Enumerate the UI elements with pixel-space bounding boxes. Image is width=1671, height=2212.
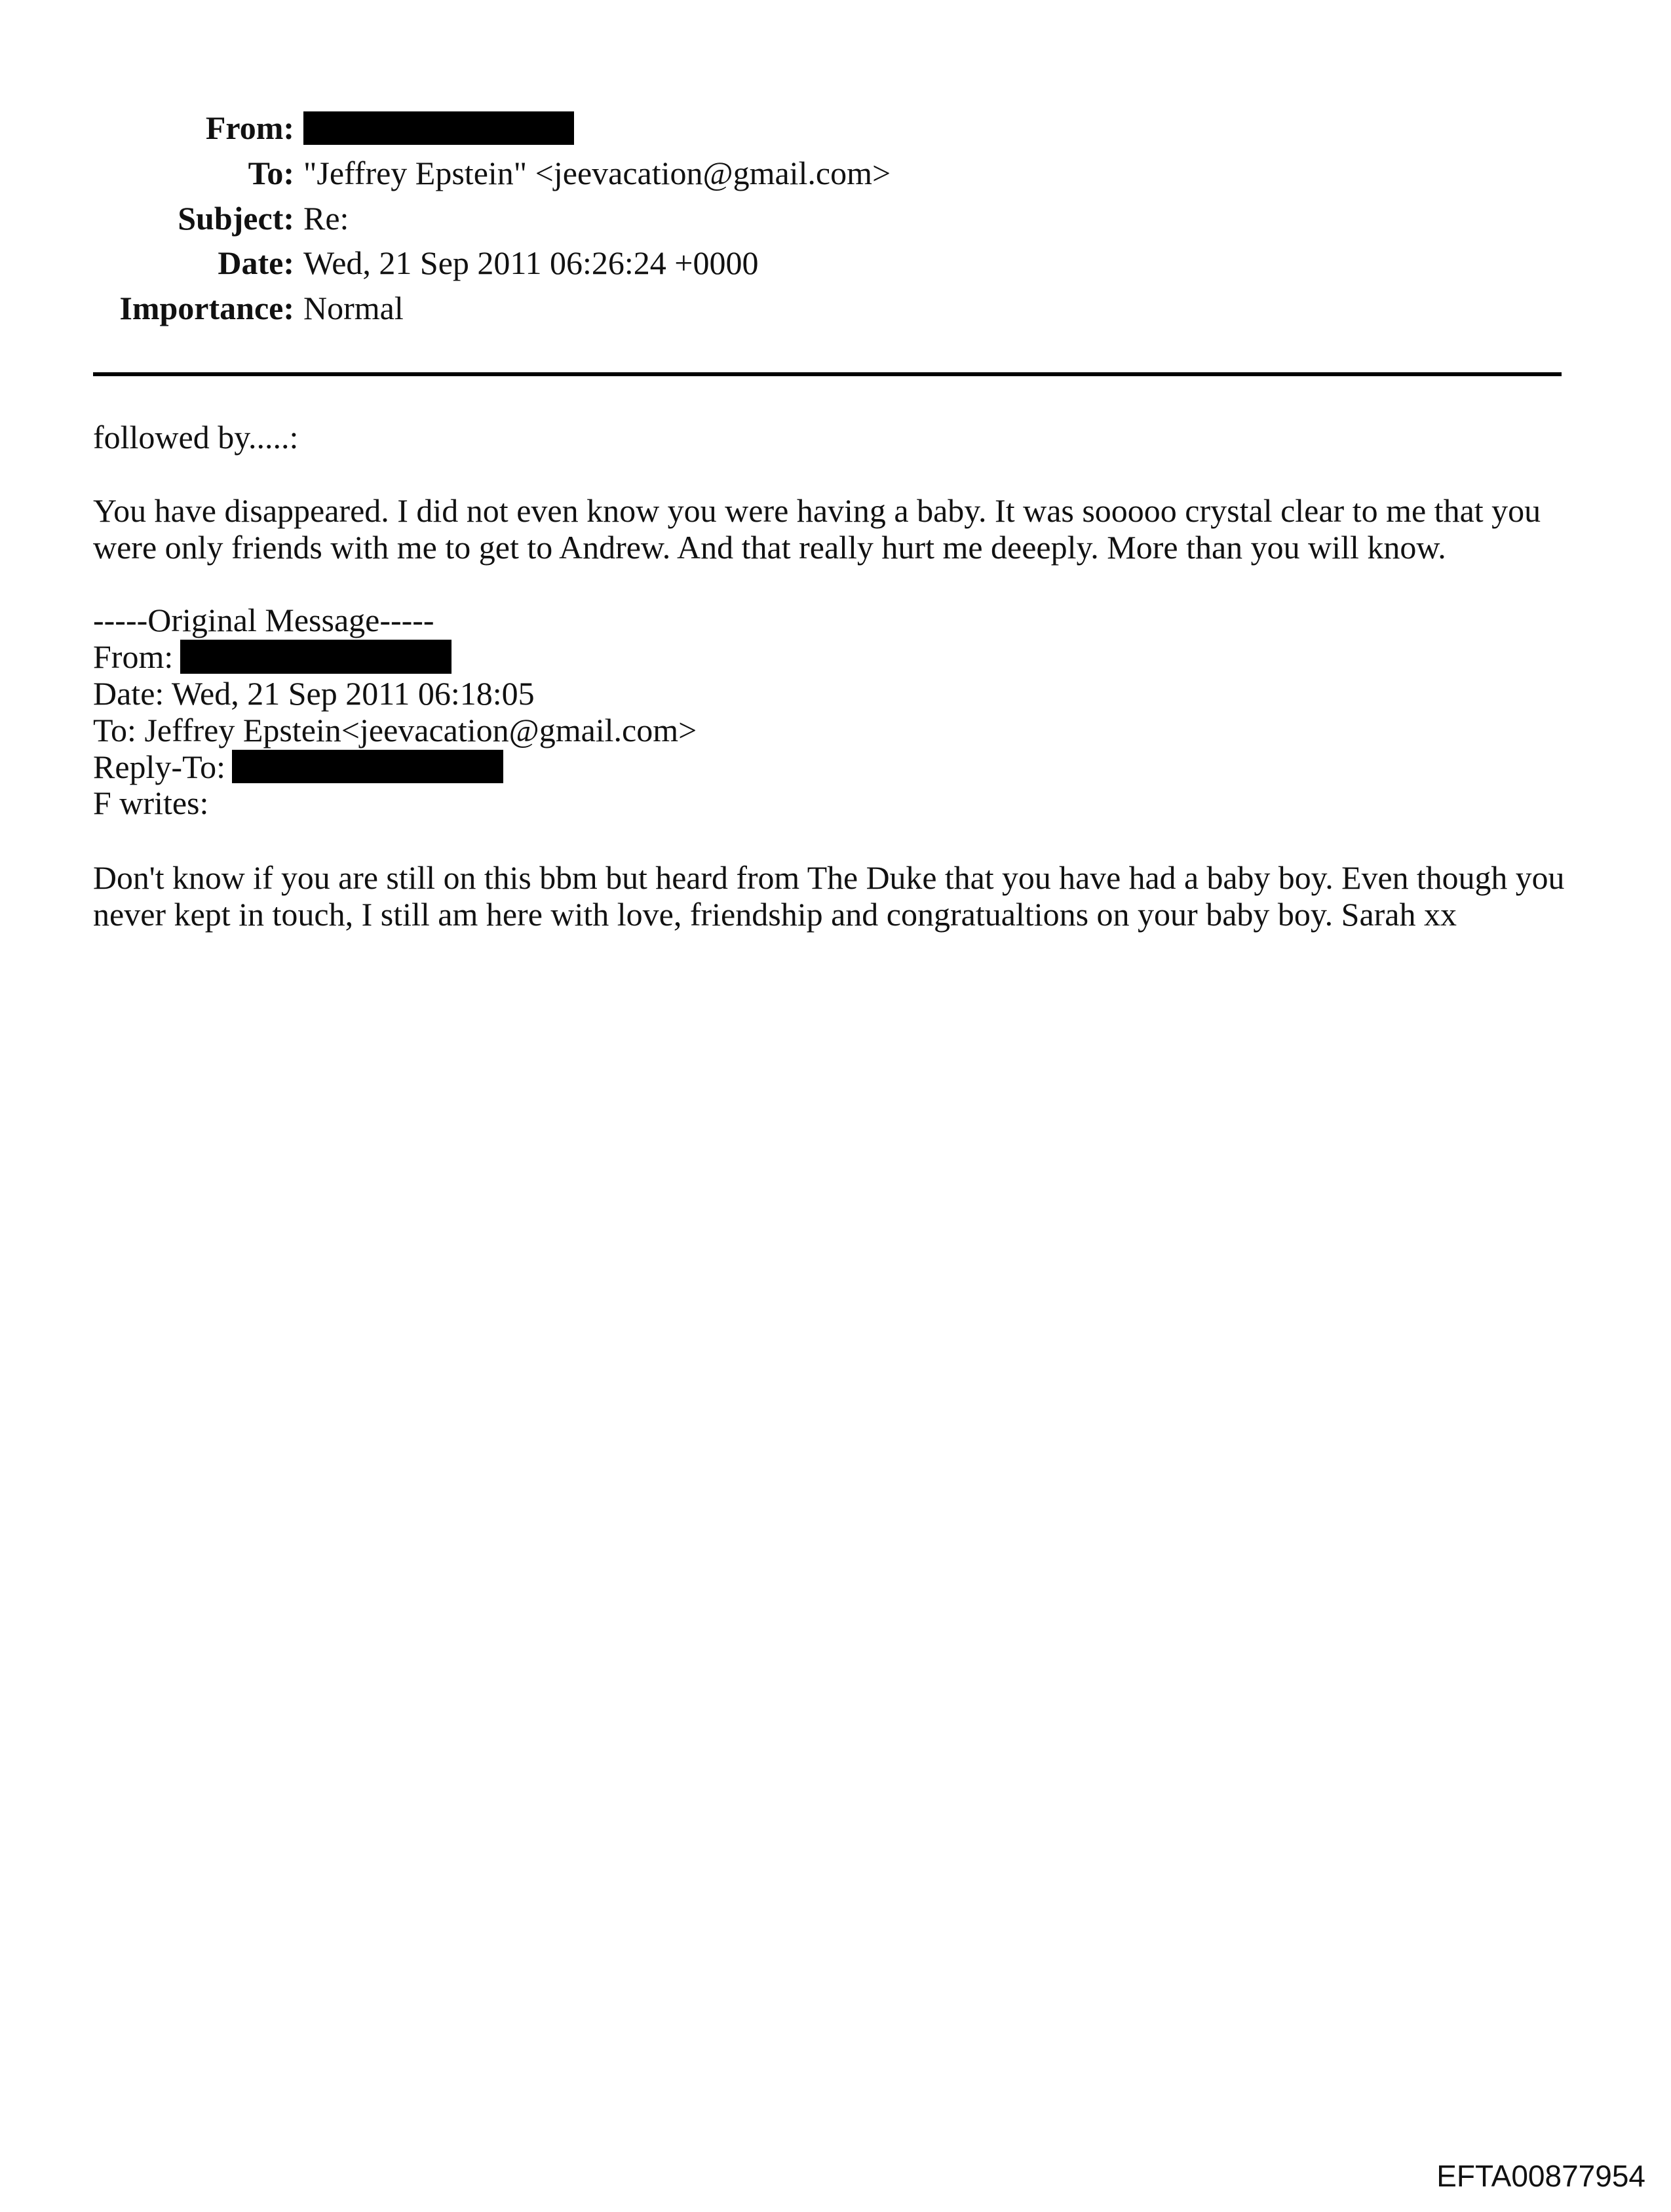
date-label: Date: bbox=[218, 244, 294, 281]
document-id: EFTA00877954 bbox=[1436, 2159, 1645, 2193]
redaction-bar bbox=[232, 750, 503, 783]
paragraph-line: were only friends with me to get to Andrew. And that really hurt me deeeply. More than you will know. bbox=[93, 529, 1446, 566]
importance-label: Importance: bbox=[119, 290, 294, 326]
paragraph-line: Don't know if you are still on this bbm but heard from The Duke that you have had a baby boy. Even though you bbox=[93, 859, 1565, 896]
redaction-bar bbox=[180, 640, 451, 674]
subject-value: Re: bbox=[303, 200, 349, 237]
paragraph-line: never kept in touch, I still am here with love, friendship and congratualtions on your baby boy. Sarah xx bbox=[93, 896, 1457, 933]
original-from-label: From: bbox=[93, 638, 174, 675]
intro-text: followed by.....: bbox=[93, 419, 299, 456]
to-value: "Jeffrey Epstein" <jeevacation@gmail.com> bbox=[303, 155, 891, 191]
from-label: From: bbox=[205, 109, 294, 146]
paragraph-line: You have disappeared. I did not even know you were having a baby. It was sooooo crystal clear to me that you bbox=[93, 492, 1541, 529]
header-divider bbox=[93, 372, 1562, 376]
original-to: To: Jeffrey Epstein<jeevacation@gmail.com> bbox=[93, 712, 697, 748]
original-reply-to-label: Reply-To: bbox=[93, 748, 226, 785]
to-label: To: bbox=[248, 155, 294, 191]
original-writes: F writes: bbox=[93, 785, 209, 821]
subject-label: Subject: bbox=[178, 200, 294, 237]
redaction-bar bbox=[303, 111, 574, 145]
original-date: Date: Wed, 21 Sep 2011 06:18:05 bbox=[93, 675, 535, 712]
original-message-separator: -----Original Message----- bbox=[93, 602, 434, 638]
date-value: Wed, 21 Sep 2011 06:26:24 +0000 bbox=[303, 244, 759, 281]
importance-value: Normal bbox=[303, 290, 404, 326]
